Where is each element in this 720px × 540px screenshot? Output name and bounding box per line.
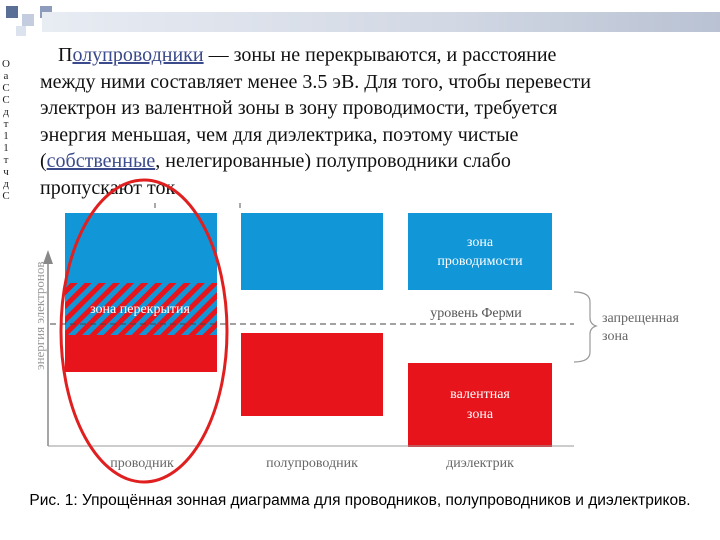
clipped-char: 1 xyxy=(3,142,9,154)
column-label-semiconductor: полупроводник xyxy=(266,456,358,471)
paragraph-line-4: энергия меньшая, чем для диэлектрика, поэтому чистые xyxy=(40,123,519,146)
clipped-char: т xyxy=(3,154,9,166)
semiconductor-valence-band xyxy=(241,333,383,416)
conduction-band-label-line2: проводимости xyxy=(437,254,523,269)
semiconductors-link[interactable]: олупроводники xyxy=(72,44,204,66)
paragraph-line-1: — зоны не перекрываются, и расстояние xyxy=(203,44,557,66)
dielectric-valence-band xyxy=(408,363,552,447)
column-label-conductor: проводник xyxy=(110,456,174,471)
clipped-char: д xyxy=(3,178,9,190)
paragraph-first-letter: П xyxy=(58,44,73,66)
paragraph-paren: ( xyxy=(40,150,47,172)
paragraph-line-5: , нелегированные) полупроводники слабо xyxy=(155,150,511,172)
paragraph-line-6: пропускают ток. xyxy=(40,176,181,199)
semiconductor-conduction-band xyxy=(241,213,383,290)
valence-band-label-line1: валентная xyxy=(450,387,510,402)
intrinsic-link[interactable]: собственные xyxy=(46,150,156,172)
column-label-dielectric: диэлектрик xyxy=(446,456,514,471)
clipped-char: О xyxy=(2,58,10,70)
energy-axis-label: энергия электронов xyxy=(32,261,47,370)
clipped-char: С xyxy=(2,94,10,106)
figure-caption: Рис. 1: Упрощённая зонная диаграмма для проводников, полупроводников и диэлектриков. xyxy=(29,492,691,509)
valence-band-label-line2: зона xyxy=(466,407,494,422)
forbidden-gap-label-line1: запрещенная xyxy=(602,311,679,326)
overlap-label: зона перекрытия xyxy=(90,302,190,317)
forbidden-gap-label-line2: зона xyxy=(602,329,629,344)
conductor-valence-band xyxy=(65,335,217,372)
clipped-char: ч xyxy=(3,166,9,178)
clipped-char: 1 xyxy=(3,130,9,142)
conduction-band-label-line1: зона xyxy=(466,235,494,250)
paragraph-line-3: электрон из валентной зоны в зону проводимости, требуется xyxy=(40,97,558,119)
fermi-level-label: уровень Ферми xyxy=(430,306,522,321)
clipped-char: С xyxy=(2,190,10,202)
dielectric-conduction-band xyxy=(408,213,552,290)
paragraph-line-2: между ними составляет менее 3.5 эВ. Для того, чтобы перевести xyxy=(40,70,591,93)
conductor-conduction-band xyxy=(65,213,217,283)
clipped-char: д xyxy=(3,106,9,118)
forbidden-gap-bracket xyxy=(574,292,596,362)
clipped-char: т xyxy=(3,118,9,130)
clipped-char: С xyxy=(2,82,10,94)
clipped-char: а xyxy=(3,70,9,82)
